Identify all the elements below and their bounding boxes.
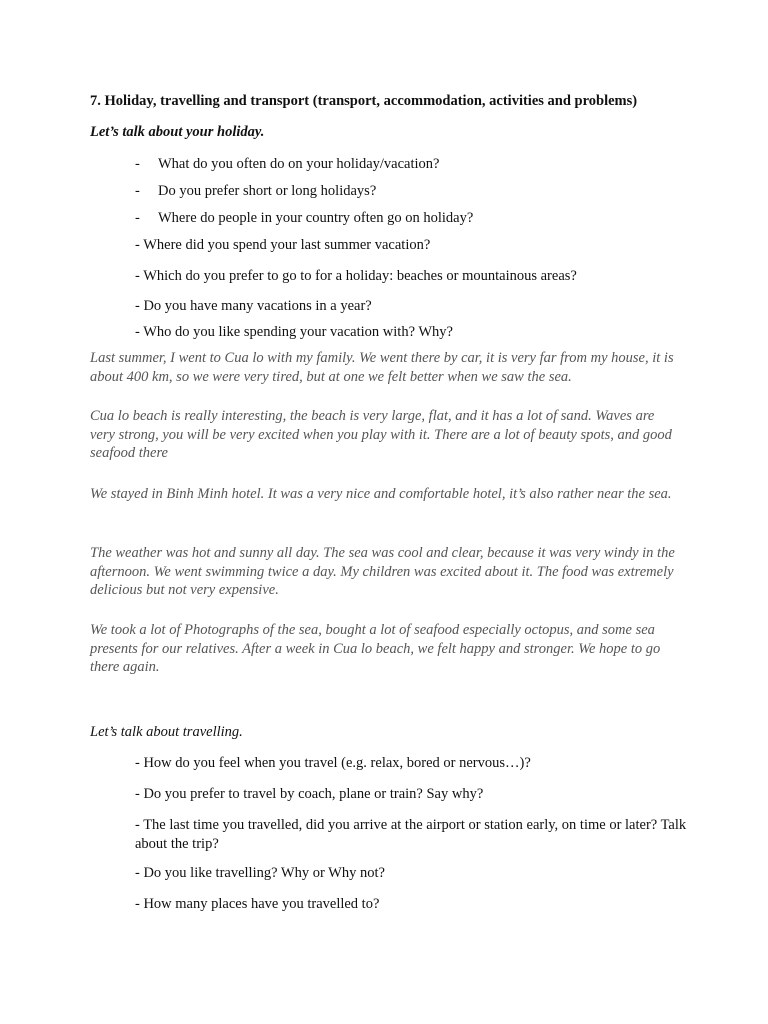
holiday-subheading: Let’s talk about your holiday. — [90, 124, 265, 140]
answer-paragraph-1: Last summer, I went to Cua lo with my family. We went there by car, it is very far from my house, it is about 400 km, so we were very tired, but at one we felt better when we saw the sea. — [90, 350, 674, 385]
holiday-question-4: - Where did you spend your last summer vacation? — [135, 237, 431, 253]
travelling-question-5: - How many places have you travelled to? — [135, 896, 380, 912]
section-heading: 7. Holiday, travelling and transport (transport, accommodation, activities and problems) — [90, 93, 638, 109]
holiday-question-3: - Where do people in your country often go on holiday? — [135, 210, 474, 226]
holiday-question-2: - Do you prefer short or long holidays? — [135, 183, 377, 199]
answer-paragraph-2: Cua lo beach is really interesting, the beach is very large, flat, and it has a lot of sand. Waves are very strong, you will be very excited when you play with it. There are a lot of beauty spots, and good seafood there — [90, 408, 672, 461]
holiday-question-text: Do you prefer short or long holidays? — [158, 183, 377, 199]
answer-paragraph-4: The weather was hot and sunny all day. The sea was cool and clear, because it was very windy in the afternoon. We went swimming twice a day. My children was excited about it. The food was extremely delicious but not very expensive. — [90, 545, 675, 598]
holiday-question-text: Where do people in your country often go on holiday? — [158, 210, 474, 226]
holiday-question-7: - Who do you like spending your vacation with? Why? — [135, 324, 453, 340]
travelling-question-2: - Do you prefer to travel by coach, plane or train? Say why? — [135, 786, 484, 802]
holiday-question-6: - Do you have many vacations in a year? — [135, 298, 372, 314]
holiday-question-1: - What do you often do on your holiday/vacation? — [135, 156, 440, 172]
travelling-question-1: - How do you feel when you travel (e.g. relax, bored or nervous…)? — [135, 755, 531, 771]
answer-paragraph-5: We took a lot of Photographs of the sea, bought a lot of seafood especially octopus, and some sea presents for our relatives. After a week in Cua lo beach, we felt happy and stronger. We hope to go there again. — [90, 622, 661, 675]
answer-paragraph-3: We stayed in Binh Minh hotel. It was a very nice and comfortable hotel, it’s also rather near the sea. — [90, 486, 672, 502]
travelling-question-3: - The last time you travelled, did you arrive at the airport or station early, on time or later? Talk about the trip? — [135, 817, 687, 852]
holiday-question-5: - Which do you prefer to go to for a holiday: beaches or mountainous areas? — [135, 268, 577, 284]
travelling-question-4: - Do you like travelling? Why or Why not? — [135, 865, 385, 881]
holiday-question-text: What do you often do on your holiday/vacation? — [158, 156, 440, 172]
travelling-subheading: Let’s talk about travelling. — [90, 724, 243, 740]
